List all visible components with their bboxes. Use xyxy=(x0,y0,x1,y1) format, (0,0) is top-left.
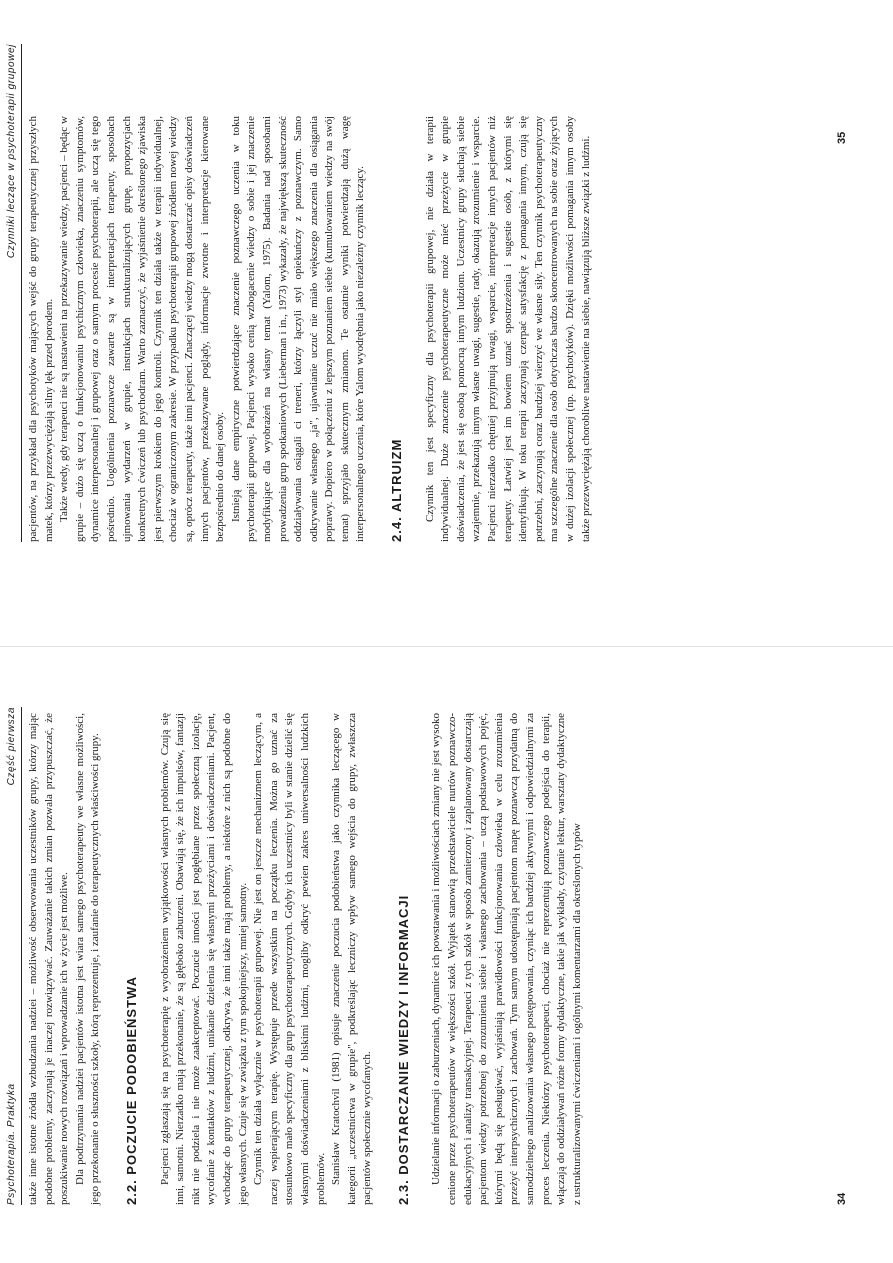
paragraph: Czynnik ten jest specyficzny dla psychoterapii grupowej, nie działa w terapii indywidualnej. Duże znaczenie psychoterapeutyczne może mieć przeżycie w grupie doświadczenia, że jest się osobą pomocną innym ludziom. Uczestnicy grupy słuchają siebie wzajemnie, przekazują innym własne uwagi, sugestie, rady, okazują zrozumienie i wsparcie. Pacjenci nierzadko chętniej przyjmują uwagi, wsparcie, interpretacje innych pacjentów niż terapeuty. Łatwiej jest im bowiem uznać spostrzeżenia i sugestie osób, z którymi się identyfikują. W toku terapii zaczynają czerpać satysfakcję z pomagania innym, czują się potrzebni, zaczynają coraz bardziej wierzyć we własne siły. Ten czynnik psychoterapeutyczny ma szczególne znaczenie dla osób dotychczas bardzo skoncentrowanych na sobie oraz żyjących w dużej izolacji społecznej (np. psychotyków). Dzięki możliwości pomagania innym osoby także przezwyciężają chorobliwe nastawienie na siebie, nawiązują bliższe związki z ludźmi. xyxy=(423,116,592,542)
running-head-right: Część pierwsza xyxy=(6,707,17,786)
paragraph: Dla podtrzymania nadziei pacjentów istotna jest wiara samego psychoterapeuty we własne możliwości, jego przekonanie o słuszności szkoły, którą reprezentuje, i zaufanie do terapeutycznych właściwości grupy. xyxy=(73,713,102,1205)
running-head xyxy=(6,44,22,542)
paragraph: Czynnik ten działa wyłącznie w psychoterapii grupowej. Nie jest on jeszcze mechanizmem leczącym, a raczej wspierającym terapię. Występuje przede wszystkim na początku leczenia. Można go uznać za stosunkowo mało specyficzny dla grup psychoterapeutycznych. Gdyby ich uczestnicy byli w stanie dzielić się własnymi doświadczeniami z bliskimi ludźmi, mogliby odkryć pewien zakres uniwersalności ludzkich problemów. xyxy=(252,713,327,1205)
left-page xyxy=(0,663,893,1263)
paragraph: Także wtedy, gdy terapeuci nie są nastawieni na przekazywanie wiedzy, pacjenci – będąc w grupie – dużo się uczą o funkcjonowaniu psychicznym człowieka, znaczeniu symptomów, dynamice interpersonalnej i grupowej oraz o samym procesie psychoterapii, ale uczą się tego pośrednio. Uogólnienia poznawcze zawarte są w interpretacjach terapeuty, sposobach ujmowania wydarzeń w grupie, instrukcjach strukturalizujących grupę, propozycjach konkretnych ćwiczeń lub psychodram. Warto zaznaczyć, że wyjaśnienie określonego zjawiska jest pierwszym krokiem do jego kontroli. Czynnik ten działa także w terapii indywidualnej, chociaż w ograniczonym zakresie. W przypadku psychoterapii grupowej źródłem nowej wiedzy są, oprócz terapeuty, także inni pacjenci. Znaczącej wiedzy mogą dostarczać opisy doświadczeń innych pacjentów, przekazywane poglądy, informacje zwrotne i interpretacje kierowane bezpośrednio do danej osoby. xyxy=(58,116,227,542)
running-head xyxy=(6,707,22,1205)
section-heading: 2.2. POCZUCIE PODOBIEŃSTWA xyxy=(123,976,139,1205)
paragraph: także inne istotne źródła wzbudzania nadziei – możliwość obserwowania uczestników grupy, którzy mając podobne problemy, zaczynają je inaczej rozwiązywać. Zauważanie takich zmian pozwala przypuszczać, że poszukiwanie nowych rozwiązań i wprowadzanie ich w życie jest możliwe. xyxy=(27,713,71,1205)
page-fold xyxy=(0,646,893,647)
paragraph: Istnieją dane empiryczne potwierdzające znaczenie poznawczego uczenia w toku psychoterapii grupowej. Pacjenci wysoko cenią wzbogacenie wiedzy o sobie i jej znaczenie modyfikujące dla wyobrażeń na własny temat (Yalom, 1975). Badania nad sposobami prowadzenia grup spotkaniowych (Lieberman i in., 1973) wykazały, że największą skuteczność oddziaływania osiągali ci treneri, którzy łączyli styl opiekuńczy z poznawczym. Samo odkrywanie własnego „ja", ujawnianie uczuć nie miało większego znaczenia dla osiągania poprawy. Dopiero w połączeniu z lepszym poznaniem siebie (kumulowaniem wiedzy na swój temat) sprzyjało skutecznym zmianom. Te ostatnie wyniki potwierdzają dużą wagę interpersonalnego uczenia, które Yalom wyodrębnia jako niezależny czynnik leczący. xyxy=(229,116,367,542)
right-page-body xyxy=(26,116,594,542)
running-head-right: Czynniki leczące w psychoterapii grupowej xyxy=(6,44,17,259)
running-head-left: Psychoterapia. Praktyka xyxy=(6,1083,17,1205)
paragraph: Stanisław Kratochvil (1981) opisuje znaczenie poczucia podobieństwa jako czynnika leczącego w kategorii „uczestnictwa w grupie", podkreślając leczniczy wpływ samego wejścia do grupy, zwłaszcza pacjentów społecznie wycofanych. xyxy=(330,713,374,1205)
page-number: 34 xyxy=(836,1192,848,1205)
paragraph: pacjentów, na przykład dla psychotyków mających wejść do grupy terapeutycznej przyszłych matek, którzy przezwyciężają silny lęk przed porodem. xyxy=(27,116,55,542)
left-page-body xyxy=(26,713,585,1205)
section-heading: 2.3. DOSTARCZANIE WIEDZY I INFORMACJI xyxy=(395,894,411,1205)
right-page xyxy=(0,0,893,600)
section-heading: 2.4. ALTRUIZM xyxy=(389,438,405,542)
paragraph: Pacjenci zgłaszają się na psychoterapię z wyobrażeniem wyjątkowości własnych problemów. Czują się inni, samotni. Nierzadko mają przekonanie, że są głęboko zaburzeni. Obawiają się, że ich impulsów, fantazji nikt nie podziela i nie może zaakceptować. Poczucie inności jest pogłębiane przez społeczną izolację, wycofanie z kontaktów z ludźmi, unikanie dzielenia się własnymi przeżyciami i doświadczeniami. Pacjent, wchodząc do grupy terapeutycznej, odkrywa, że inni także mają problemy, a niektóre z nich są podobne do jego własnych. Czuje się w związku z tym spokojniejszy, mniej samotny. xyxy=(158,713,249,1205)
paragraph: Udzielanie informacji o zaburzeniach, dynamice ich powstawania i możliwościach zmiany nie jest wysoko cenione przez psychoterapeutów w większości szkół. Wyjątek stanowią przedstawiciele nurtów poznawczo-edukacyjnych i analizy transakcyjnej. Terapeuci z tych szkół w sposób zamierzony i zaplanowany dostarczają pacjentom wiedzy potrzebnej do zrozumienia siebie i własnego zachowania – uczą podstawowych pojęć, którymi będą się posługiwać, wyjaśniają prawidłowości funkcjonowania człowieka w celu zrozumienia przeżyć interpsychicznych i zachowań. Tym samym udostępniają pacjentom mapę poznawczą przydatną do samodzielnego analizowania własnego postępowania, czyniąc ich bardziej aktywnymi i odpowiedzialnymi za proces leczenia. Niektórzy psychoterapeuci, chociaż nie reprezentują poznawczego podejścia do terapii, włączają do oddziaływań różne formy dydaktyczne, takie jak wykłady, czytanie lektur, warsztaty dydaktyczne z ustrukturalizowanymi ćwiczeniami i ogólnymi komentarzami dla określonych typów xyxy=(430,713,583,1205)
page-number: 35 xyxy=(836,131,848,144)
